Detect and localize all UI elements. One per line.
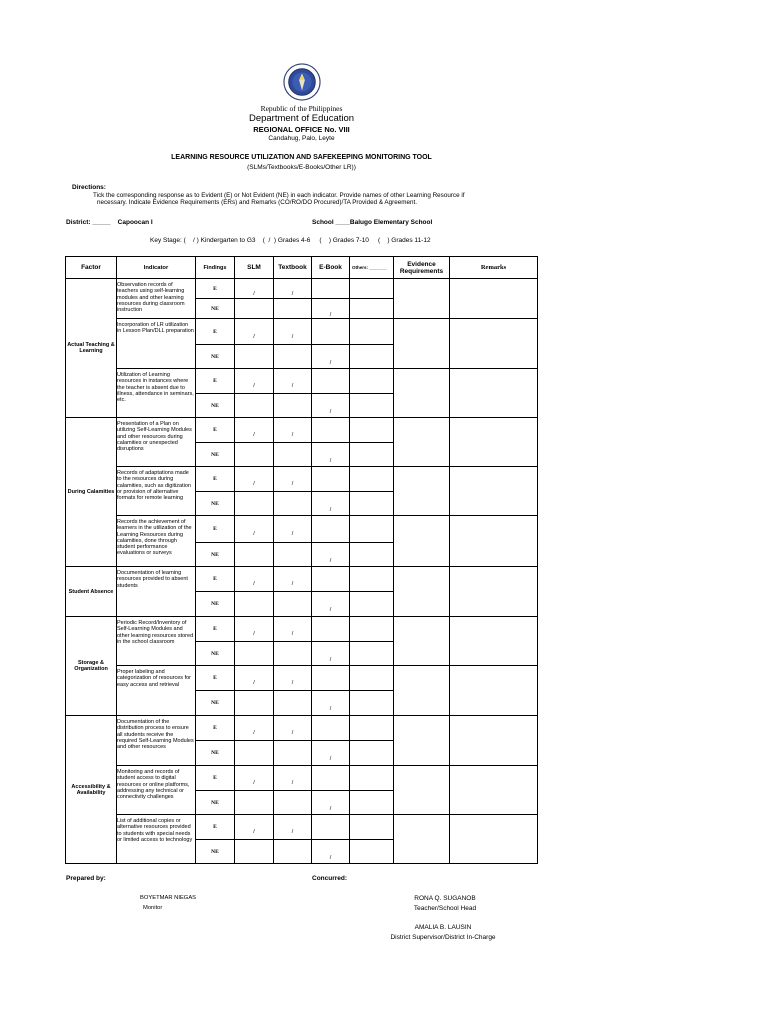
header-slm: SLM bbox=[235, 257, 274, 279]
ebook-cell[interactable] bbox=[312, 642, 350, 666]
slm-cell[interactable] bbox=[235, 516, 274, 543]
ebook-cell[interactable] bbox=[312, 345, 350, 369]
table-row bbox=[66, 716, 538, 741]
finding-not-evident: NE bbox=[196, 394, 235, 418]
ebook-cell[interactable] bbox=[312, 492, 350, 516]
finding-evident: E bbox=[196, 716, 235, 741]
evidence-cell[interactable] bbox=[394, 766, 450, 815]
monitor-role: Monitor bbox=[143, 905, 163, 911]
others-cell[interactable] bbox=[350, 319, 394, 345]
remarks-cell[interactable] bbox=[450, 567, 538, 617]
others-cell[interactable] bbox=[350, 279, 394, 299]
others-cell[interactable] bbox=[350, 299, 394, 319]
tick-mark: / bbox=[253, 829, 255, 835]
indicator-cell: Records of adaptations made to the resources during calamities, such as digitization or provision of alternative formats for remote learning bbox=[117, 467, 196, 516]
remarks-cell[interactable] bbox=[450, 369, 538, 418]
evidence-cell[interactable] bbox=[394, 369, 450, 418]
textbook-cell[interactable] bbox=[274, 766, 312, 791]
others-cell[interactable] bbox=[350, 642, 394, 666]
evidence-cell[interactable] bbox=[394, 617, 450, 666]
slm-cell[interactable] bbox=[235, 319, 274, 345]
slm-cell[interactable] bbox=[235, 666, 274, 691]
concurred-label: Concurred: bbox=[312, 875, 348, 882]
others-cell[interactable] bbox=[350, 840, 394, 864]
textbook-cell[interactable] bbox=[274, 592, 312, 617]
others-cell[interactable] bbox=[350, 617, 394, 642]
slm-cell[interactable] bbox=[235, 443, 274, 467]
indicator-cell: Presentation of a Plan on utilizing Self-Learning Modules and other resources during calamities or unexpected disruptions bbox=[117, 418, 196, 467]
textbook-cell[interactable] bbox=[274, 666, 312, 691]
factor-cell: Storage & Organization bbox=[66, 617, 117, 716]
directions-text-2: necessary. Indicate Evidence Requirements (ERs) and Remarks (CO/RO/DO Procured)/TA Provided & Agreement. bbox=[97, 199, 417, 206]
slm-cell[interactable] bbox=[235, 394, 274, 418]
tick-mark: / bbox=[329, 457, 332, 464]
tick-mark: / bbox=[253, 383, 255, 389]
tick-mark: / bbox=[253, 581, 255, 587]
finding-not-evident: NE bbox=[196, 840, 235, 864]
directions-text-1: Tick the corresponding response as to Evident (E) or Not Evident (NE) in each indicator. Provide names of other Learning Resource if bbox=[93, 192, 465, 199]
slm-cell[interactable] bbox=[235, 467, 274, 492]
evidence-cell[interactable] bbox=[394, 418, 450, 467]
header-others: Others: _______ bbox=[350, 257, 394, 279]
slm-cell[interactable] bbox=[235, 299, 274, 319]
others-cell[interactable] bbox=[350, 766, 394, 791]
evidence-cell[interactable] bbox=[394, 666, 450, 716]
table-row bbox=[66, 279, 538, 299]
ebook-cell[interactable] bbox=[312, 319, 350, 345]
tick-mark: / bbox=[253, 481, 255, 487]
factor-cell: Student Absence bbox=[66, 567, 117, 617]
others-cell[interactable] bbox=[350, 691, 394, 716]
monitoring-table bbox=[65, 256, 538, 864]
finding-evident: E bbox=[196, 766, 235, 791]
finding-evident: E bbox=[196, 467, 235, 492]
ebook-cell[interactable] bbox=[312, 791, 350, 815]
others-cell[interactable] bbox=[350, 516, 394, 543]
republic-line: Republic of the Philippines bbox=[260, 104, 343, 113]
others-cell[interactable] bbox=[350, 592, 394, 617]
directions-label: Directions: bbox=[72, 184, 106, 191]
remarks-cell[interactable] bbox=[450, 279, 538, 319]
remarks-cell[interactable] bbox=[450, 617, 538, 666]
tick-mark: / bbox=[329, 506, 332, 513]
finding-not-evident: NE bbox=[196, 543, 235, 567]
district-field: District: _____ Capoocan I bbox=[66, 219, 153, 226]
ebook-cell[interactable] bbox=[312, 766, 350, 791]
finding-not-evident: NE bbox=[196, 443, 235, 467]
indicator-cell: Documentation of learning resources provided to absent students bbox=[117, 567, 196, 617]
textbook-cell[interactable] bbox=[274, 467, 312, 492]
remarks-cell[interactable] bbox=[450, 666, 538, 716]
table-row bbox=[66, 766, 538, 791]
ebook-cell[interactable] bbox=[312, 716, 350, 741]
tick-mark: / bbox=[329, 311, 332, 318]
document-subtitle: (SLMs/Textbooks/E-Books/Other LR)) bbox=[247, 164, 356, 171]
textbook-cell[interactable] bbox=[274, 567, 312, 592]
slm-cell[interactable] bbox=[235, 492, 274, 516]
table-row bbox=[66, 815, 538, 840]
finding-not-evident: NE bbox=[196, 492, 235, 516]
tick-mark: / bbox=[329, 408, 332, 415]
table-row bbox=[66, 467, 538, 492]
department-line: Department of Education bbox=[248, 113, 355, 124]
finding-evident: E bbox=[196, 567, 235, 592]
tick-mark: / bbox=[329, 805, 332, 812]
deped-seal-icon bbox=[283, 63, 321, 101]
indicator-cell: Observation records of teachers using self-learning modules and other learning resources during classroom instruction bbox=[117, 279, 196, 319]
slm-cell[interactable] bbox=[235, 617, 274, 642]
tick-mark: / bbox=[291, 631, 294, 637]
slm-cell[interactable] bbox=[235, 691, 274, 716]
factor-cell: Accessibility & Availability bbox=[66, 716, 117, 864]
others-cell[interactable] bbox=[350, 543, 394, 567]
tick-mark: / bbox=[253, 432, 255, 438]
tick-mark: / bbox=[291, 432, 294, 438]
indicator-cell: Documentation of the distribution process to ensure all students receive the required Self-Learning Modules and other resources bbox=[117, 716, 196, 766]
header-textbook: Textbook bbox=[274, 257, 312, 279]
textbook-cell[interactable] bbox=[274, 345, 312, 369]
tick-mark: / bbox=[329, 656, 332, 663]
ebook-cell[interactable] bbox=[312, 592, 350, 617]
finding-not-evident: NE bbox=[196, 299, 235, 319]
prepared-by-label: Prepared by: bbox=[66, 875, 106, 882]
others-cell[interactable] bbox=[350, 567, 394, 592]
others-cell[interactable] bbox=[350, 716, 394, 741]
ebook-cell[interactable] bbox=[312, 279, 350, 299]
remarks-cell[interactable] bbox=[450, 319, 538, 369]
finding-not-evident: NE bbox=[196, 345, 235, 369]
evidence-cell[interactable] bbox=[394, 516, 450, 567]
textbook-cell[interactable] bbox=[274, 319, 312, 345]
remarks-cell[interactable] bbox=[450, 815, 538, 864]
slm-cell[interactable] bbox=[235, 642, 274, 666]
textbook-cell[interactable] bbox=[274, 279, 312, 299]
finding-evident: E bbox=[196, 418, 235, 443]
monitor-name: BOYETMAR NIEGAS bbox=[140, 895, 197, 901]
others-cell[interactable] bbox=[350, 492, 394, 516]
table-header-row bbox=[66, 257, 538, 279]
tick-mark: / bbox=[329, 756, 332, 762]
textbook-cell[interactable] bbox=[274, 492, 312, 516]
textbook-cell[interactable] bbox=[274, 418, 312, 443]
header-evidence: Evidence Requirements bbox=[394, 257, 450, 279]
slm-cell[interactable] bbox=[235, 369, 274, 394]
evidence-cell[interactable] bbox=[394, 567, 450, 617]
indicator-cell: Incorporation of LR utilization in Lesson Plan/DLL preparation bbox=[117, 319, 196, 369]
tick-mark: / bbox=[291, 730, 294, 736]
header-ebook: E-Book bbox=[312, 257, 350, 279]
evidence-cell[interactable] bbox=[394, 815, 450, 864]
finding-not-evident: NE bbox=[196, 642, 235, 666]
remarks-cell[interactable] bbox=[450, 467, 538, 516]
table-row bbox=[66, 418, 538, 443]
indicator-cell: Proper labeling and categorization of resources for easy access and retrieval bbox=[117, 666, 196, 716]
others-cell[interactable] bbox=[350, 345, 394, 369]
slm-cell[interactable] bbox=[235, 567, 274, 592]
factor-cell: Actual Teaching & Learning bbox=[66, 279, 117, 418]
tick-mark: / bbox=[291, 383, 294, 389]
finding-not-evident: NE bbox=[196, 741, 235, 766]
tick-mark: / bbox=[329, 557, 332, 564]
evidence-cell[interactable] bbox=[394, 716, 450, 766]
ebook-cell[interactable] bbox=[312, 840, 350, 864]
supervisor-role: District Supervisor/District In-Charge bbox=[390, 934, 496, 941]
ebook-cell[interactable] bbox=[312, 467, 350, 492]
ebook-cell[interactable] bbox=[312, 815, 350, 840]
textbook-cell[interactable] bbox=[274, 741, 312, 766]
tick-mark: / bbox=[291, 581, 294, 587]
head-name: RONA Q. SUGANOB bbox=[414, 895, 476, 902]
textbook-cell[interactable] bbox=[274, 642, 312, 666]
remarks-cell[interactable] bbox=[450, 716, 538, 766]
slm-cell[interactable] bbox=[235, 418, 274, 443]
table-row bbox=[66, 666, 538, 691]
slm-cell[interactable] bbox=[235, 345, 274, 369]
table-row bbox=[66, 369, 538, 394]
tick-mark: / bbox=[253, 631, 255, 637]
ebook-cell[interactable] bbox=[312, 394, 350, 418]
slm-cell[interactable] bbox=[235, 741, 274, 766]
slm-cell[interactable] bbox=[235, 766, 274, 791]
key-stage-line: Key Stage: ( / ) Kindergarten to G3 ( / ) Grades 4-6 ( ) Grades 7-10 ( ) Grades 11-12 bbox=[150, 237, 431, 244]
others-cell[interactable] bbox=[350, 418, 394, 443]
ebook-cell[interactable] bbox=[312, 516, 350, 543]
tick-mark: / bbox=[253, 333, 255, 340]
region-line: REGIONAL OFFICE No. VIII bbox=[253, 125, 350, 134]
textbook-cell[interactable] bbox=[274, 394, 312, 418]
others-cell[interactable] bbox=[350, 791, 394, 815]
table-row bbox=[66, 617, 538, 642]
finding-not-evident: NE bbox=[196, 592, 235, 617]
remarks-cell[interactable] bbox=[450, 516, 538, 567]
textbook-cell[interactable] bbox=[274, 617, 312, 642]
tick-mark: / bbox=[291, 290, 294, 297]
slm-cell[interactable] bbox=[235, 716, 274, 741]
indicator-cell: Monitoring and records of student access to digital resources or online platforms, addressing any technical or connectivity challenges bbox=[117, 766, 196, 815]
remarks-cell[interactable] bbox=[450, 418, 538, 467]
slm-cell[interactable] bbox=[235, 815, 274, 840]
ebook-cell[interactable] bbox=[312, 567, 350, 592]
others-cell[interactable] bbox=[350, 443, 394, 467]
table-row bbox=[66, 567, 538, 592]
tick-mark: / bbox=[291, 680, 294, 686]
indicator-cell: Periodic Record/Inventory of Self-Learning Modules and other learning resources stored in the school classroom bbox=[117, 617, 196, 666]
slm-cell[interactable] bbox=[235, 279, 274, 299]
others-cell[interactable] bbox=[350, 741, 394, 766]
finding-evident: E bbox=[196, 617, 235, 642]
others-cell[interactable] bbox=[350, 666, 394, 691]
header-findings: Findings bbox=[196, 257, 235, 279]
finding-evident: E bbox=[196, 319, 235, 345]
ebook-cell[interactable] bbox=[312, 543, 350, 567]
tick-mark: / bbox=[253, 730, 255, 736]
table-row bbox=[66, 516, 538, 543]
textbook-cell[interactable] bbox=[274, 543, 312, 567]
table-row bbox=[66, 319, 538, 345]
evidence-cell[interactable] bbox=[394, 319, 450, 369]
slm-cell[interactable] bbox=[235, 791, 274, 815]
tick-mark: / bbox=[291, 531, 294, 537]
document-title: LEARNING RESOURCE UTILIZATION AND SAFEKEEPING MONITORING TOOL bbox=[171, 154, 432, 161]
indicator-cell: List of additional copies or alternative resources provided to students with special needs or limited access to technology bbox=[117, 815, 196, 864]
others-cell[interactable] bbox=[350, 369, 394, 394]
school-field: School ____Balugo Elementary School bbox=[312, 219, 433, 226]
tick-mark: / bbox=[291, 333, 294, 340]
header-factor: Factor bbox=[66, 257, 117, 279]
tick-mark: / bbox=[329, 706, 332, 712]
others-cell[interactable] bbox=[350, 394, 394, 418]
tick-mark: / bbox=[291, 780, 294, 786]
tick-mark: / bbox=[253, 680, 255, 686]
evidence-cell[interactable] bbox=[394, 279, 450, 319]
finding-evident: E bbox=[196, 279, 235, 299]
indicator-cell: Records the achievement of learners in the utilization of the Learning Resources during calamities, done through student performance evaluations or surveys bbox=[117, 516, 196, 567]
ebook-cell[interactable] bbox=[312, 666, 350, 691]
location-line: Candahug, Palo, Leyte bbox=[268, 135, 335, 142]
others-cell[interactable] bbox=[350, 467, 394, 492]
ebook-cell[interactable] bbox=[312, 299, 350, 319]
ebook-cell[interactable] bbox=[312, 741, 350, 766]
finding-evident: E bbox=[196, 815, 235, 840]
slm-cell[interactable] bbox=[235, 840, 274, 864]
textbook-cell[interactable] bbox=[274, 369, 312, 394]
finding-evident: E bbox=[196, 369, 235, 394]
tick-mark: / bbox=[253, 531, 255, 537]
textbook-cell[interactable] bbox=[274, 691, 312, 716]
indicator-cell: Utilization of Learning resources in instances where the teacher is absent due to illness, attendance in seminars, etc. bbox=[117, 369, 196, 418]
ebook-cell[interactable] bbox=[312, 443, 350, 467]
slm-cell[interactable] bbox=[235, 543, 274, 567]
ebook-cell[interactable] bbox=[312, 617, 350, 642]
textbook-cell[interactable] bbox=[274, 815, 312, 840]
header-remarks: Remarks bbox=[450, 257, 538, 279]
header-indicator: Indicator bbox=[117, 257, 196, 279]
textbook-cell[interactable] bbox=[274, 791, 312, 815]
textbook-cell[interactable] bbox=[274, 443, 312, 467]
finding-not-evident: NE bbox=[196, 691, 235, 716]
factor-cell: During Calamities bbox=[66, 418, 117, 567]
finding-evident: E bbox=[196, 516, 235, 543]
slm-cell[interactable] bbox=[235, 592, 274, 617]
textbook-cell[interactable] bbox=[274, 516, 312, 543]
tick-mark: / bbox=[329, 359, 332, 366]
supervisor-name: AMALIA B. LAUSIN bbox=[414, 924, 472, 931]
textbook-cell[interactable] bbox=[274, 840, 312, 864]
ebook-cell[interactable] bbox=[312, 418, 350, 443]
tick-mark: / bbox=[291, 481, 294, 487]
tick-mark: / bbox=[329, 607, 332, 613]
ebook-cell[interactable] bbox=[312, 369, 350, 394]
tick-mark: / bbox=[253, 780, 255, 786]
tick-mark: / bbox=[329, 854, 332, 861]
tick-mark: / bbox=[253, 290, 255, 297]
ebook-cell[interactable] bbox=[312, 691, 350, 716]
evidence-cell[interactable] bbox=[394, 467, 450, 516]
others-cell[interactable] bbox=[350, 815, 394, 840]
finding-evident: E bbox=[196, 666, 235, 691]
textbook-cell[interactable] bbox=[274, 716, 312, 741]
tick-mark: / bbox=[291, 829, 294, 835]
finding-not-evident: NE bbox=[196, 791, 235, 815]
head-role: Teacher/School Head bbox=[413, 905, 477, 912]
textbook-cell[interactable] bbox=[274, 299, 312, 319]
remarks-cell[interactable] bbox=[450, 766, 538, 815]
